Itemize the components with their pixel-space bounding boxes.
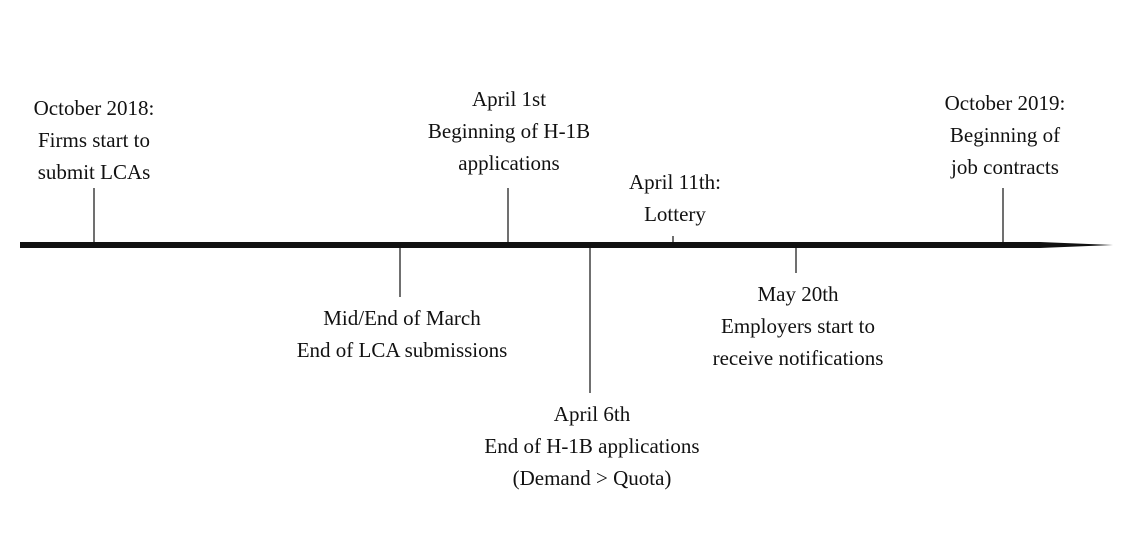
event-line: April 11th: xyxy=(629,170,721,194)
event-line: Lottery xyxy=(644,202,706,226)
event-line: receive notifications xyxy=(712,346,884,370)
event-line: Beginning of H-1B xyxy=(427,119,591,143)
event-label-oct-2019 xyxy=(905,87,1105,183)
event-line: Beginning of xyxy=(949,123,1061,147)
event-line: End of LCA submissions xyxy=(296,338,508,362)
event-line: May 20th xyxy=(757,282,839,306)
event-line: Firms start to xyxy=(37,128,150,152)
event-line: Mid/End of March xyxy=(323,306,481,330)
event-line: October 2018: xyxy=(33,96,155,120)
event-line: submit LCAs xyxy=(37,160,151,184)
event-label-april-6 xyxy=(442,398,742,494)
event-label-april-11 xyxy=(575,166,775,230)
event-line: (Demand > Quota) xyxy=(512,466,672,490)
event-label-mid-march xyxy=(252,302,552,366)
event-label-may-20 xyxy=(673,278,923,374)
event-label-oct-2018 xyxy=(0,92,194,188)
event-line: job contracts xyxy=(951,155,1059,179)
event-line: October 2019: xyxy=(944,91,1066,115)
event-line: Employers start to xyxy=(721,314,875,338)
event-label-april-1 xyxy=(384,83,634,179)
event-line: applications xyxy=(458,151,560,175)
event-line: April 1st xyxy=(471,87,547,111)
event-line: April 6th xyxy=(553,402,631,426)
timeline-axis xyxy=(20,242,1113,248)
event-line: End of H-1B applications xyxy=(484,434,700,458)
